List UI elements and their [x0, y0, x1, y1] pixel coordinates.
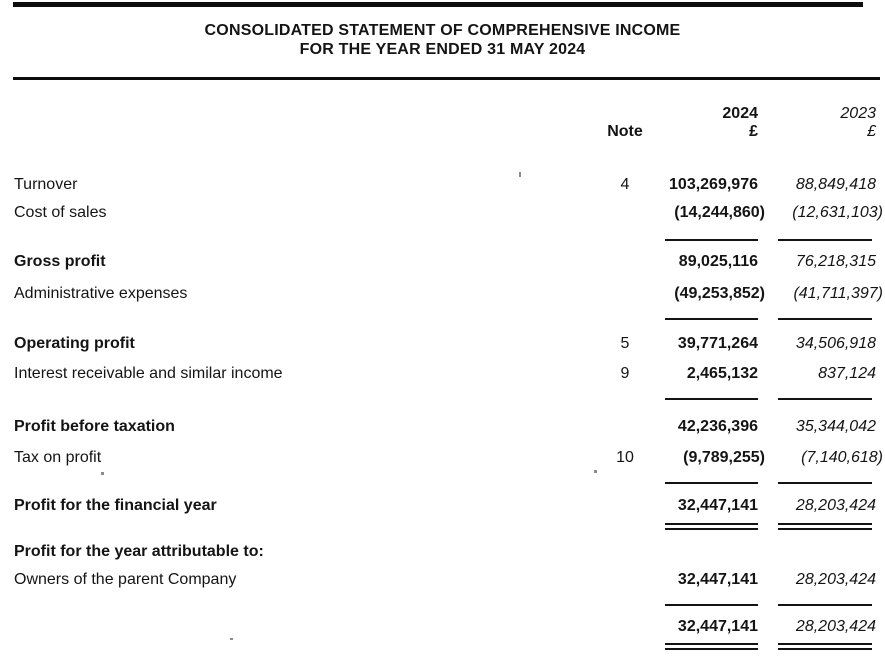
column-header-currency-2024: £ [749, 123, 758, 140]
table-row-attribution-total [0, 617, 885, 636]
scan-artifact [519, 172, 521, 177]
header-divider-rule [13, 77, 880, 80]
row-value-2023: 88,849,418 [795, 176, 876, 193]
subtotal-rule-2023 [778, 604, 872, 606]
row-value-2024: (14,244,860) [674, 204, 765, 221]
row-value-2023: (41,711,397) [793, 285, 883, 302]
subtotal-rule-2024 [665, 482, 758, 484]
row-value-2023: 28,203,424 [795, 618, 876, 635]
table-row-attribution-heading [0, 542, 885, 561]
row-label: Cost of sales [14, 204, 107, 221]
row-value-2024: 32,447,141 [677, 571, 758, 588]
table-row-profit-for-year [0, 496, 885, 515]
subtotal-rule-2024 [665, 604, 758, 606]
row-label: Administrative expenses [14, 285, 188, 302]
subtotal-rule-2024 [665, 398, 758, 400]
row-note-ref: 5 [620, 335, 630, 352]
subtotal-rule-2023 [778, 318, 872, 320]
row-value-2023: (7,140,618) [801, 449, 883, 466]
row-value-2024: 2,465,132 [686, 365, 758, 382]
scan-artifact [230, 638, 233, 640]
row-value-2024: 32,447,141 [677, 618, 758, 635]
row-value-2023: 35,344,042 [795, 418, 876, 435]
row-label: Profit before taxation [14, 418, 175, 435]
subtotal-rule-2024 [665, 239, 758, 241]
table-row-owners-of-parent [0, 570, 885, 589]
top-border-rule [13, 2, 863, 7]
row-value-2024: (9,789,255) [683, 449, 765, 466]
total-double-rule-2023 [778, 523, 872, 525]
row-value-2024: 89,025,116 [678, 253, 758, 270]
row-label: Profit for the financial year [14, 497, 217, 514]
total-double-rule-2023 [778, 648, 872, 650]
row-label: Operating profit [14, 335, 135, 352]
table-row-tax-on-profit [0, 448, 885, 467]
table-row-profit-before-taxation [0, 417, 885, 436]
table-row-interest-receivable [0, 364, 885, 383]
table-row-administrative-expenses [0, 284, 885, 303]
subtotal-rule-2023 [778, 398, 872, 400]
subtotal-rule-2024 [665, 318, 758, 320]
total-double-rule-2024 [665, 528, 758, 530]
row-value-2023: 34,506,918 [795, 335, 876, 352]
row-label: Profit for the year attributable to: [14, 543, 264, 560]
statement-title: CONSOLIDATED STATEMENT OF COMPREHENSIVE INCOME [204, 22, 681, 39]
subtotal-rule-2023 [778, 482, 872, 484]
column-header-currency-2023: £ [867, 123, 876, 140]
total-double-rule-2024 [665, 648, 758, 650]
row-note-ref: 10 [616, 449, 634, 466]
row-label: Tax on profit [14, 449, 102, 466]
table-row-turnover [0, 175, 885, 194]
scan-artifact [101, 472, 104, 475]
row-value-2023: 28,203,424 [795, 571, 876, 588]
row-note-ref: 9 [620, 365, 630, 382]
row-value-2024: 39,771,264 [677, 335, 758, 352]
row-value-2024: 32,447,141 [677, 497, 758, 514]
column-header-note: Note [607, 123, 643, 140]
row-label: Owners of the parent Company [14, 571, 237, 588]
row-value-2024: 42,236,396 [677, 418, 758, 435]
total-double-rule-2023 [778, 643, 872, 645]
row-label: Turnover [14, 176, 78, 193]
row-value-2023: 76,218,315 [795, 253, 876, 270]
row-label: Interest receivable and similar income [14, 365, 283, 382]
subtotal-rule-2023 [778, 239, 872, 241]
row-value-2023: 837,124 [818, 365, 876, 382]
total-double-rule-2023 [778, 528, 872, 530]
total-double-rule-2024 [665, 643, 758, 645]
column-header-year-2024: 2024 [722, 105, 758, 122]
row-value-2023: 28,203,424 [795, 497, 876, 514]
row-value-2024: (49,253,852) [674, 285, 765, 302]
total-double-rule-2024 [665, 523, 758, 525]
column-header-year-2023: 2023 [840, 105, 876, 122]
table-row-operating-profit [0, 334, 885, 353]
scan-artifact [594, 470, 597, 473]
table-row-gross-profit [0, 252, 885, 271]
table-row-cost-of-sales [0, 203, 885, 222]
row-label: Gross profit [14, 253, 106, 270]
row-value-2023: (12,631,103) [792, 204, 883, 221]
row-note-ref: 4 [620, 176, 630, 193]
row-value-2024: 103,269,976 [669, 176, 758, 193]
statement-period: FOR THE YEAR ENDED 31 MAY 2024 [299, 41, 586, 58]
